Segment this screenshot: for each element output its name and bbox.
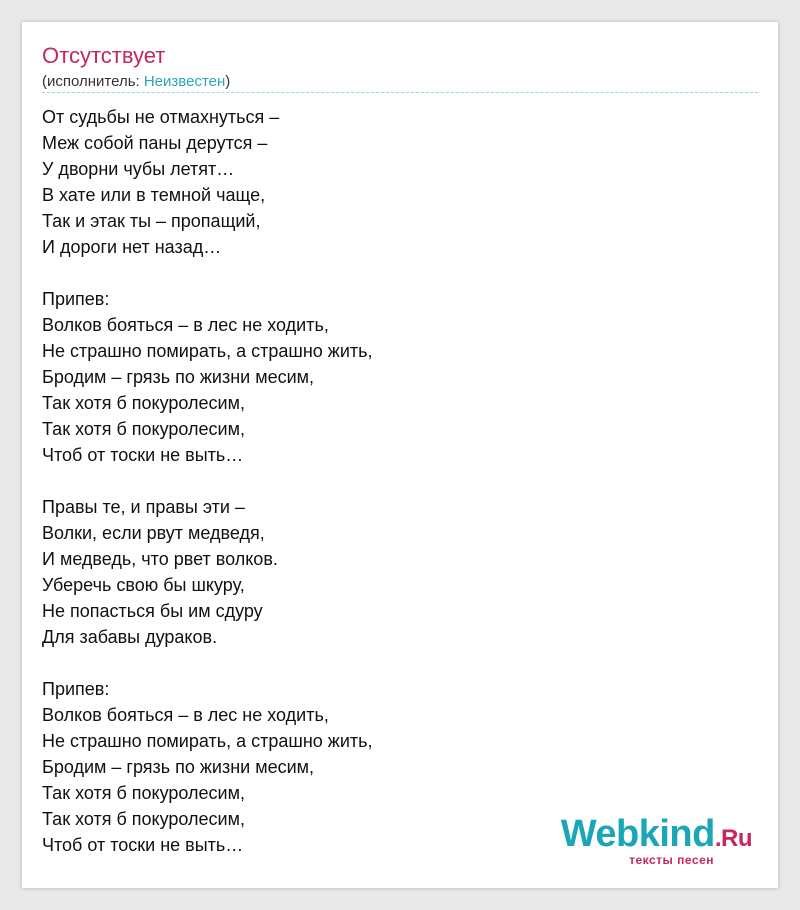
chorus-label: Припев: xyxy=(42,679,110,699)
stanza-gap xyxy=(42,468,373,494)
logo-wordmark xyxy=(561,815,752,858)
lyric-line: От судьбы не отмахнуться – xyxy=(42,107,280,127)
logo-tld: .Ru xyxy=(714,825,752,852)
lyrics-card xyxy=(22,22,778,888)
lyric-line: Правы те, и правы эти – xyxy=(42,497,245,517)
logo-main-text: Webkind xyxy=(560,813,715,855)
lyric-line: Так и этак ты – пропащий, xyxy=(42,211,261,231)
lyric-line: Волки, если рвут медведя, xyxy=(42,523,265,543)
lyric-line: Чтоб от тоски не выть… xyxy=(42,835,244,855)
lyric-line: Для забавы дураков. xyxy=(42,627,218,647)
song-title: Отсутствует xyxy=(42,43,166,68)
logo-subtitle: тексты песен xyxy=(629,853,714,867)
lyric-line: Волков бояться – в лес не ходить, xyxy=(42,315,329,335)
artist-prefix: (исполнитель: xyxy=(42,73,144,90)
lyric-line: Уберечь свою бы шкуру, xyxy=(42,575,245,595)
lyric-line: Волков бояться – в лес не ходить, xyxy=(42,705,329,725)
lyric-line: Так хотя б покуролесим, xyxy=(42,809,245,829)
lyric-line: Так хотя б покуролесим, xyxy=(42,783,245,803)
lyric-line: Бродим – грязь по жизни месим, xyxy=(42,757,315,777)
stanza-gap xyxy=(42,260,373,286)
chorus-2 xyxy=(42,676,373,858)
lyric-line: Так хотя б покуролесим, xyxy=(42,419,245,439)
lyric-line: Не страшно помирать, а страшно жить, xyxy=(42,731,373,751)
lyric-line: Бродим – грязь по жизни месим, xyxy=(42,367,315,387)
lyric-line: Чтоб от тоски не выть… xyxy=(42,445,244,465)
lyric-line: В хате или в темной чаще, xyxy=(42,185,266,205)
lyrics-text xyxy=(42,104,373,858)
lyric-line: Не попасться бы им сдуру xyxy=(42,601,263,621)
chorus-label: Припев: xyxy=(42,289,110,309)
artist-suffix: ) xyxy=(225,73,231,90)
lyric-line: Не страшно помирать, а страшно жить, xyxy=(42,341,373,361)
artist-line xyxy=(42,72,230,92)
stanza-gap xyxy=(42,650,373,676)
artist-link[interactable]: Неизвестен xyxy=(143,73,226,90)
lyric-line: И медведь, что рвет волков. xyxy=(42,549,278,569)
chorus-1 xyxy=(42,286,373,468)
lyric-line: Меж собой паны дерутся – xyxy=(42,133,268,153)
lyric-line: Так хотя б покуролесим, xyxy=(42,393,245,413)
site-logo[interactable] xyxy=(561,815,752,866)
verse-2 xyxy=(42,494,373,650)
lyric-line: У дворни чубы летят… xyxy=(42,159,235,179)
verse-1 xyxy=(42,104,373,260)
title-divider xyxy=(42,92,758,93)
lyric-line: И дороги нет назад… xyxy=(42,237,222,257)
